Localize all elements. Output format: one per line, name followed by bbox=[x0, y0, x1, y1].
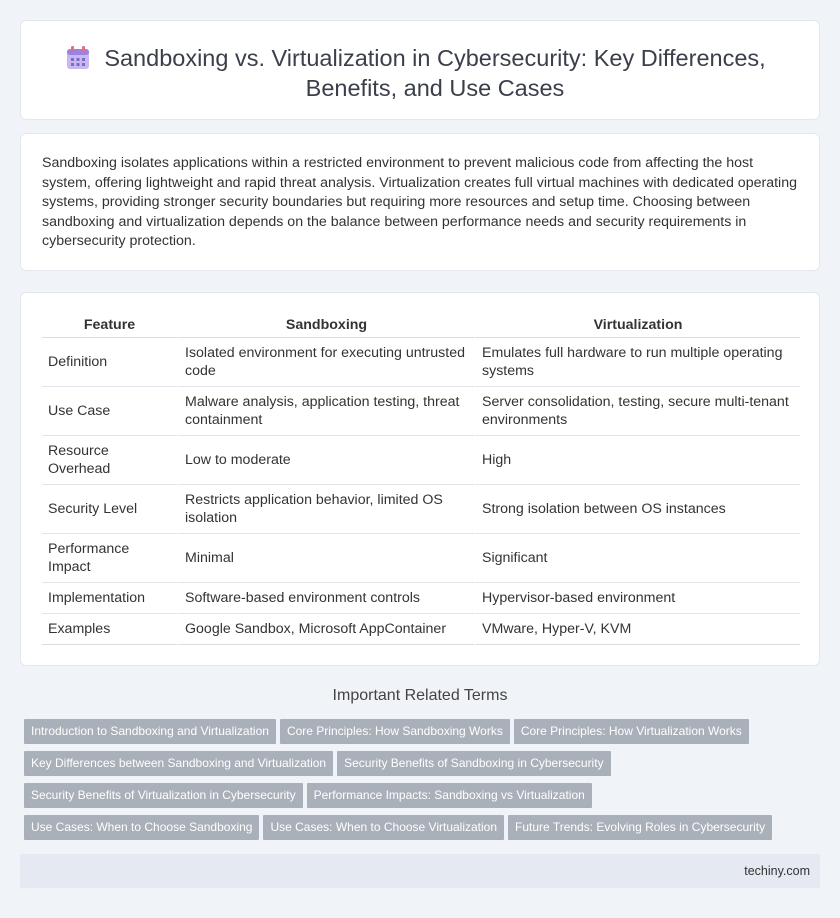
related-term-tag[interactable]: Performance Impacts: Sandboxing vs Virtualization bbox=[307, 783, 592, 808]
related-term-tag[interactable]: Security Benefits of Virtualization in Cybersecurity bbox=[24, 783, 303, 808]
sandboxing-cell: Malware analysis, application testing, threat containment bbox=[177, 387, 474, 436]
table-row bbox=[42, 387, 800, 436]
table-row bbox=[42, 485, 800, 534]
virtualization-cell: Significant bbox=[474, 534, 800, 583]
sandboxing-cell: Minimal bbox=[177, 534, 474, 583]
feature-cell: Use Case bbox=[42, 387, 177, 436]
feature-cell: Performance Impact bbox=[42, 534, 177, 583]
related-term-tag[interactable]: Core Principles: How Sandboxing Works bbox=[280, 719, 510, 744]
intro-card bbox=[20, 133, 820, 271]
sandboxing-cell: Restricts application behavior, limited OS isolation bbox=[177, 485, 474, 534]
virtualization-cell: Server consolidation, testing, secure multi-tenant environments bbox=[474, 387, 800, 436]
sandboxing-cell: Low to moderate bbox=[177, 436, 474, 485]
virtualization-cell: Emulates full hardware to run multiple operating systems bbox=[474, 338, 800, 387]
related-term-tag[interactable]: Security Benefits of Sandboxing in Cybersecurity bbox=[337, 751, 610, 776]
virtualization-cell: High bbox=[474, 436, 800, 485]
feature-cell: Definition bbox=[42, 338, 177, 387]
table-row bbox=[42, 338, 800, 387]
related-term-tag[interactable]: Use Cases: When to Choose Sandboxing bbox=[24, 815, 259, 840]
sandboxing-cell: Software-based environment controls bbox=[177, 583, 474, 614]
header-card bbox=[20, 20, 820, 120]
virtualization-cell: Strong isolation between OS instances bbox=[474, 485, 800, 534]
intro-paragraph: Sandboxing isolates applications within a restricted environment to prevent malicious code from affecting the host system, offering lightweight and rapid threat analysis. Virtualization creates full virtual machines with dedicated operating systems, providing stronger security boundaries but requiring more resources and setup time. Choosing between sandboxing and virtualization depends on the balance between performance needs and security requirements in cybersecurity protection. bbox=[42, 155, 797, 250]
feature-cell: Examples bbox=[42, 614, 177, 645]
table-row bbox=[42, 534, 800, 583]
header-feature: Feature bbox=[42, 314, 177, 338]
sandboxing-cell: Isolated environment for executing untrusted code bbox=[177, 338, 474, 387]
table-row bbox=[42, 614, 800, 645]
related-terms-heading: Important Related Terms bbox=[332, 687, 508, 704]
feature-cell: Resource Overhead bbox=[42, 436, 177, 485]
comparison-card bbox=[20, 292, 820, 666]
footer bbox=[20, 854, 820, 888]
footer-site-link[interactable]: techiny.com bbox=[744, 864, 810, 878]
related-term-tag[interactable]: Core Principles: How Virtualization Works bbox=[514, 719, 749, 744]
related-term-tag[interactable]: Use Cases: When to Choose Virtualization bbox=[263, 815, 504, 840]
table-header-row bbox=[42, 314, 800, 338]
feature-cell: Security Level bbox=[42, 485, 177, 534]
related-term-tag[interactable]: Future Trends: Evolving Roles in Cybersecurity bbox=[508, 815, 772, 840]
sandboxing-cell: Google Sandbox, Microsoft AppContainer bbox=[177, 614, 474, 645]
comparison-table bbox=[42, 314, 800, 645]
table-row bbox=[42, 436, 800, 485]
feature-cell: Implementation bbox=[42, 583, 177, 614]
virtualization-cell: Hypervisor-based environment bbox=[474, 583, 800, 614]
virtualization-cell: VMware, Hyper-V, KVM bbox=[474, 614, 800, 645]
page-title: Sandboxing vs. Virtualization in Cybersecurity: Key Differences, Benefits, and Use Cases bbox=[104, 45, 766, 101]
header-virtualization: Virtualization bbox=[474, 314, 800, 338]
header-sandboxing: Sandboxing bbox=[177, 314, 474, 338]
related-term-tag[interactable]: Key Differences between Sandboxing and Virtualization bbox=[24, 751, 333, 776]
related-term-tag[interactable]: Introduction to Sandboxing and Virtualization bbox=[24, 719, 276, 744]
related-terms-list bbox=[24, 719, 784, 847]
table-row bbox=[42, 583, 800, 614]
